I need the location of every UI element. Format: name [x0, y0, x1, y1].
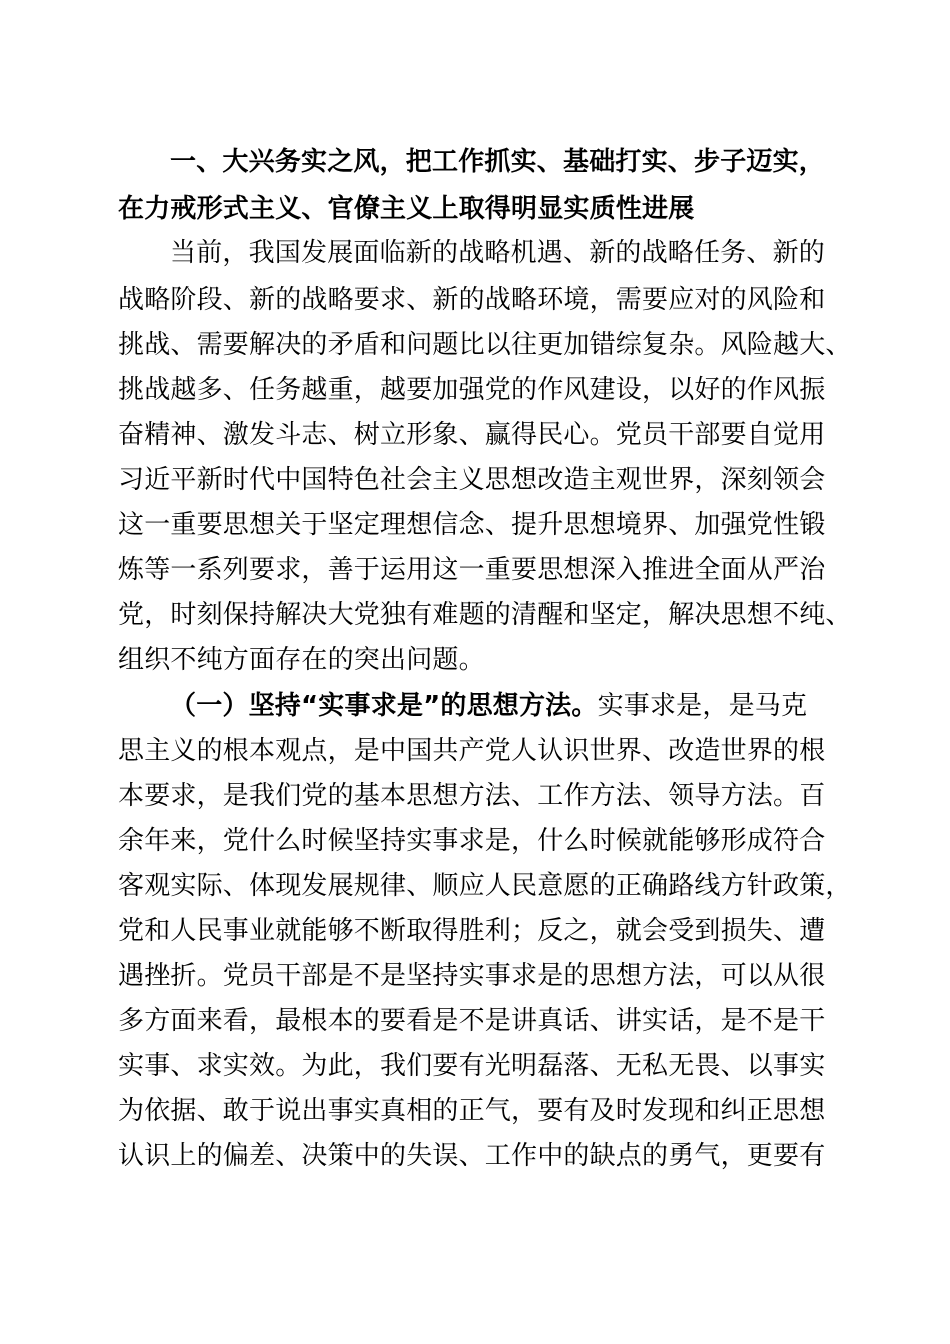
- paragraph-2-line: 客观实际、体现发展规律、顺应人民意愿的正确路线方针政策，: [118, 871, 852, 901]
- paragraph-1-line: 当前，我国发展面临新的战略机遇、新的战略任务、新的: [170, 238, 826, 268]
- paragraph-1-line: 挑战、需要解决的矛盾和问题比以往更加错综复杂。风险越大、: [118, 330, 852, 360]
- paragraph-2-line: 思主义的根本观点，是中国共产党人认识世界、改造世界的根: [118, 736, 826, 766]
- paragraph-1-line: 习近平新时代中国特色社会主义思想改造主观世界，深刻领会: [118, 465, 826, 495]
- paragraph-2-line: 实事、求实效。为此，我们要有光明磊落、无私无畏、以事实: [118, 1051, 826, 1081]
- paragraph-2-line: 多方面来看，最根本的要看是不是讲真话、讲实话，是不是干: [118, 1006, 826, 1036]
- paragraph-2-line: 余年来，党什么时候坚持实事求是，什么时候就能够形成符合: [118, 826, 826, 856]
- paragraph-2-line: 遇挫折。党员干部是不是坚持实事求是的思想方法，可以从很: [118, 961, 826, 991]
- section-heading-line-2: 在力戒形式主义、官僚主义上取得明显实质性进展: [118, 194, 695, 224]
- subheading-lead: （一）坚持“实事求是”的思想方法。: [170, 691, 598, 721]
- paragraph-2-line: 认识上的偏差、决策中的失误、工作中的缺点的勇气，更要有: [118, 1141, 826, 1171]
- paragraph-2-line: 党和人民事业就能够不断取得胜利；反之，就会受到损失、遭: [118, 916, 826, 946]
- paragraph-1-line: 奋精神、激发斗志、树立形象、赢得民心。党员干部要自觉用: [118, 420, 826, 450]
- paragraph-2-first-line: [170, 689, 890, 723]
- paragraph-1-line: 战略阶段、新的战略要求、新的战略环境，需要应对的风险和: [118, 285, 826, 315]
- section-heading-line-1: 一、大兴务实之风，把工作抓实、基础打实、步子迈实，: [170, 147, 826, 177]
- paragraph-1-line: 炼等一系列要求，善于运用这一重要思想深入推进全面从严治: [118, 555, 826, 585]
- paragraph-1-line: 挑战越多、任务越重，越要加强党的作风建设，以好的作风振: [118, 375, 826, 405]
- paragraph-2-line: 本要求，是我们党的基本思想方法、工作方法、领导方法。百: [118, 781, 826, 811]
- paragraph-2-line: 为依据、敢于说出事实真相的正气，要有及时发现和纠正思想: [118, 1096, 826, 1126]
- paragraph-1-line: 党，时刻保持解决大党独有难题的清醒和坚定，解决思想不纯、: [118, 600, 852, 630]
- paragraph-2-lead-rest: 实事求是，是马克: [597, 691, 808, 721]
- paragraph-1-line: 组织不纯方面存在的突出问题。: [118, 645, 485, 675]
- paragraph-1-line: 这一重要思想关于坚定理想信念、提升思想境界、加强党性锻: [118, 510, 826, 540]
